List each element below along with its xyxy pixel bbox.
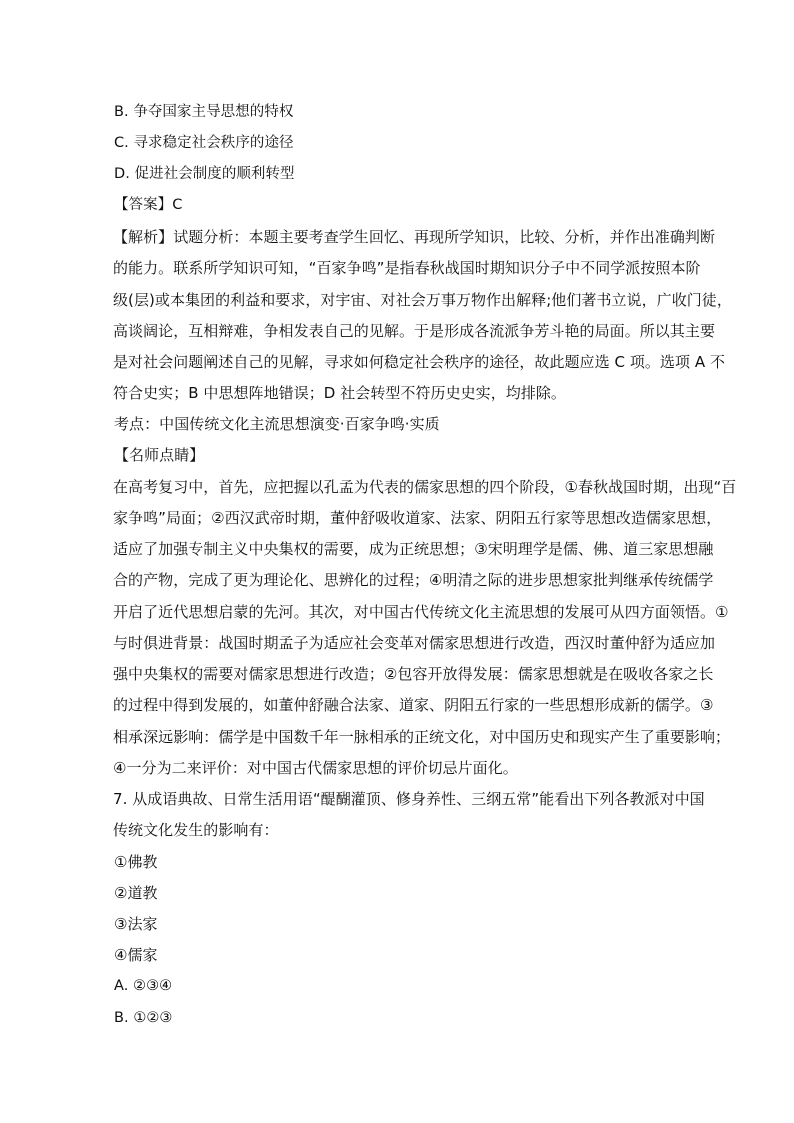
option-d: D. 促进社会制度的顺利转型	[114, 166, 295, 182]
question-7-option-b: B. ①②③	[114, 1010, 173, 1026]
question-7-item-2: ②道教	[114, 884, 158, 902]
option-b: B. 争夺国家主导思想的特权	[114, 104, 294, 120]
analysis-line-4: 高谈阔论，互相辩难，争相发表自己的见解。于是形成各流派争芳斗艳的局面。所以其主要	[113, 322, 716, 340]
analysis-line-6: 符合史实；B 中思想阵地错误；D 社会转型不符历史史实，均排除。	[113, 384, 566, 402]
mingshi-header: 【名师点睛】	[114, 446, 205, 464]
answer-line: 【答案】C	[114, 197, 183, 213]
mingshi-line-10: ④一分为二来评价：对中国古代儒家思想的评价切忌片面化。	[113, 759, 518, 777]
question-7-item-4: ④儒家	[114, 946, 158, 964]
analysis-line-3: 级(层)或本集团的利益和要求，对宇宙、对社会万事万物作出解释;他们著书立说，广收门徒，	[113, 291, 732, 309]
mingshi-line-9: 相承深远影响：儒学是中国数千年一脉相承的正统文化，对中国历史和现实产生了重要影响；	[113, 728, 731, 746]
question-7-item-3: ③法家	[114, 915, 158, 933]
mingshi-line-5: 开启了近代思想启蒙的先河。其次，对中国古代传统文化主流思想的发展可从四方面领悟。①	[113, 603, 729, 621]
question-7-item-1: ①佛教	[114, 853, 158, 871]
question-7-stem-line-1: 7. 从成语典故、日常生活用语“醍醐灌顶、修身养性、三纲五常”能看出下列各教派对中国	[113, 790, 705, 808]
question-7-stem-line-2: 传统文化发生的影响有：	[113, 821, 279, 839]
option-c: C. 寻求稳定社会秩序的途径	[114, 135, 294, 151]
analysis-line-2: 的能力。联系所学知识可知，“百家争鸣”是指春秋战国时期知识分子中不同学派按照本阶	[113, 259, 701, 277]
kaodian-line: 考点：中国传统文化主流思想演变·百家争鸣·实质	[114, 415, 440, 433]
mingshi-line-8: 的过程中得到发展的，如董仲舒融合法家、道家、阴阳五行家的一些思想形成新的儒学。③	[113, 696, 714, 714]
mingshi-line-3: 适应了加强专制主义中央集权的需要，成为正统思想；③宋明理学是儒、佛、道三家思想融	[113, 540, 714, 558]
mingshi-line-7: 强中央集权的需要对儒家思想进行改造；②包容开放得发展：儒家思想就是在吸收各家之长	[113, 665, 714, 683]
mingshi-line-6: 与时俱进背景：战国时期孟子为适应社会变革对儒家思想进行改造，西汉时董仲舒为适应加	[113, 634, 716, 652]
question-7-option-a: A. ②③④	[114, 978, 173, 994]
mingshi-line-4: 合的产物，完成了更为理论化、思辨化的过程；④明清之际的进步思想家批判继承传统儒学	[113, 571, 714, 589]
analysis-line-1: 【解析】试题分析：本题主要考查学生回忆、再现所学知识，比较、分析，并作出准确判断	[113, 228, 716, 246]
mingshi-line-1: 在高考复习中，首先，应把握以孔孟为代表的儒家思想的四个阶段，①春秋战国时期，出现“百	[113, 478, 737, 496]
mingshi-line-2: 家争鸣”局面；②西汉武帝时期，董仲舒吸收道家、法家、阴阳五行家等思想改造儒家思想，	[113, 509, 722, 527]
analysis-line-5: 是对社会问题阐述自己的见解，寻求如何稳定社会秩序的途径，故此题应选 C 项。选项 A 不	[113, 353, 726, 371]
